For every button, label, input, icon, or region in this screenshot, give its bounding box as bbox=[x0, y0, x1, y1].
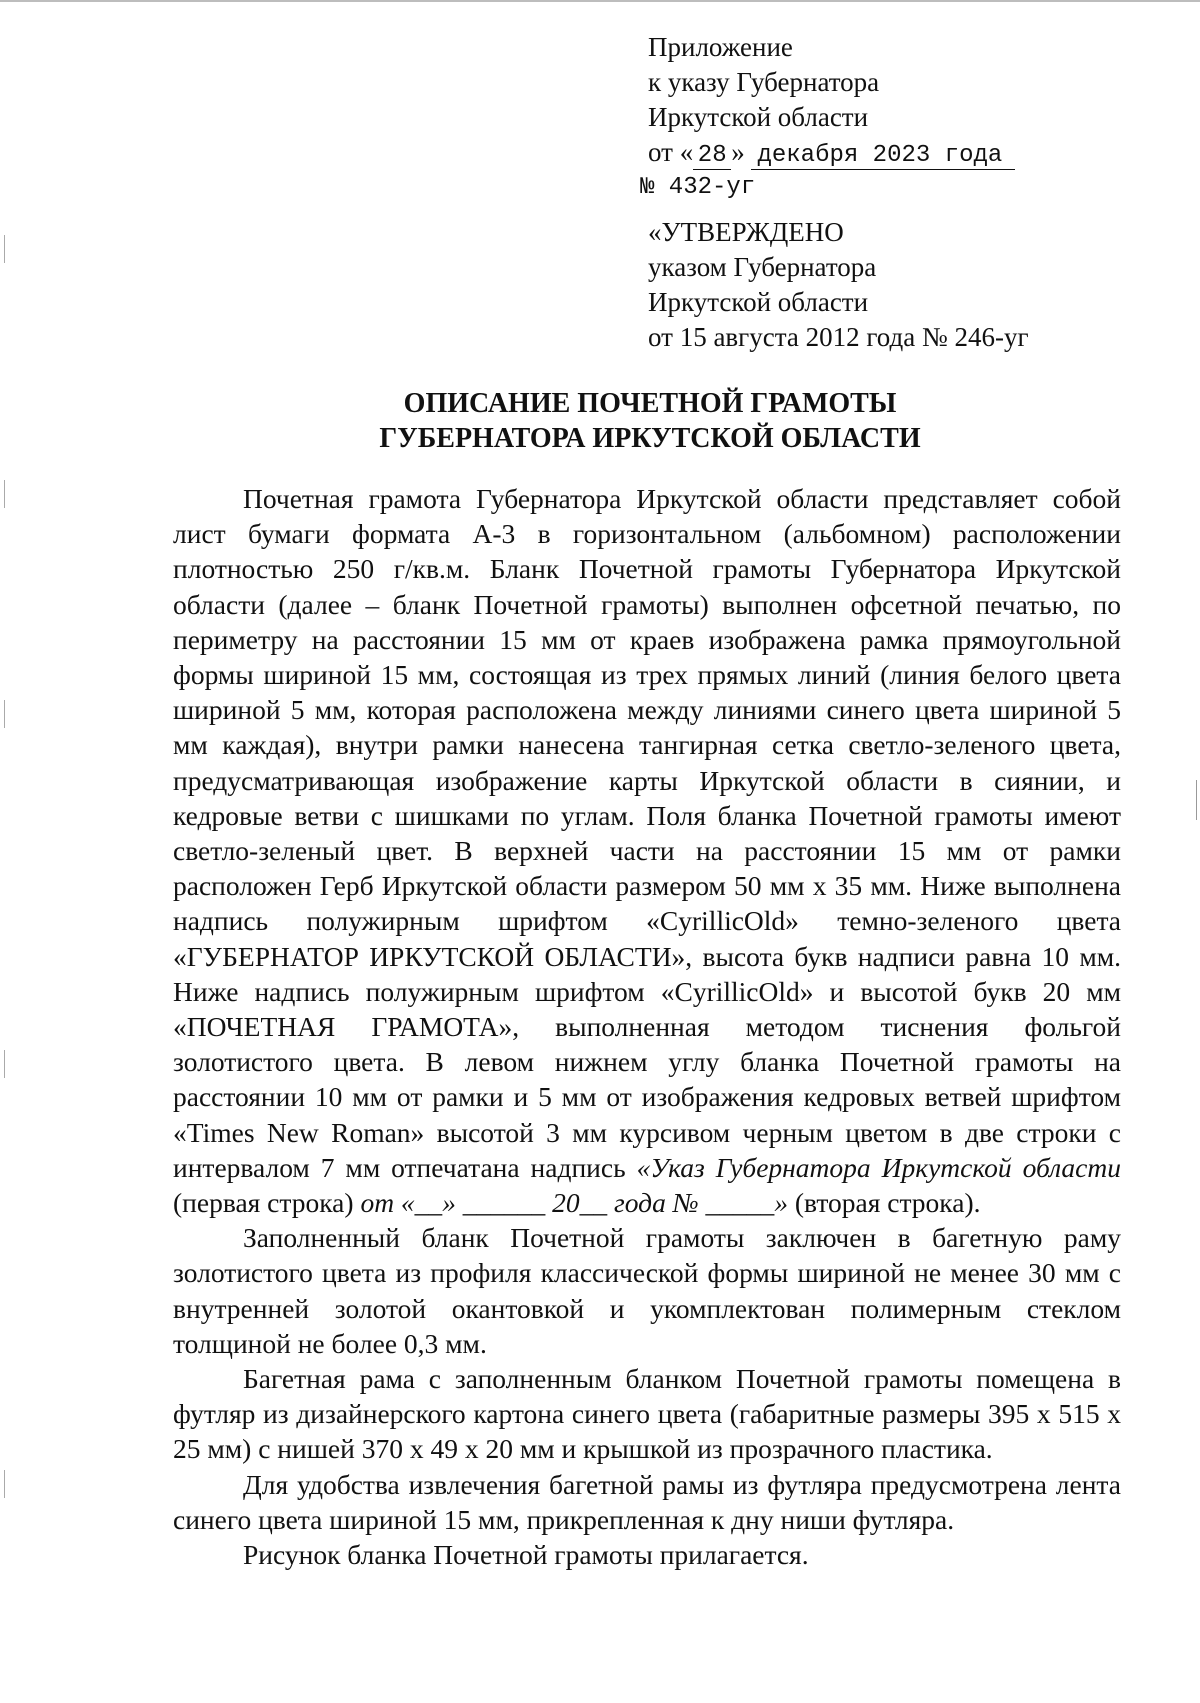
italic-inscription: «Указ Губернатора Иркутской области bbox=[636, 1151, 1122, 1183]
scan-margin-mark bbox=[1196, 780, 1197, 820]
approved-line: Иркутской области bbox=[648, 287, 869, 317]
paragraph-text: (первая строка) bbox=[173, 1187, 361, 1219]
appendix-line: Иркутской области bbox=[648, 102, 869, 132]
scan-top-edge bbox=[0, 0, 1200, 2]
document-body bbox=[173, 481, 1121, 1572]
italic-inscription: от «__» ______ 20__ года № _____» bbox=[360, 1187, 789, 1219]
title-line: ГУБЕРНАТОРА ИРКУТСКОЙ ОБЛАСТИ bbox=[379, 423, 921, 454]
body-paragraph: Багетная рама с заполненным бланком Почетной грамоты помещена в футляр из дизайнерского картона синего цвета (габаритные размеры 395 х 515 х 25 мм) с нишей 370 х 49 х 20 мм и крышкой из прозрачного пластика. bbox=[173, 1363, 1121, 1465]
date-month-year: декабря 2023 года bbox=[751, 143, 1015, 170]
paragraph-text: Почетная грамота Губернатора Иркутской области представляет собой лист бумаги формата А-3 в горизонтальном (альбомном) расположении плотностью 250 г/кв.м. Бланк Почетной грамоты Губернатора Иркутской области (далее – бланк Почетной грамоты) выполнен офсетной печатью, по периметру на расстоянии 15 мм от краев изображена рамка прямоугольной формы шириной 15 мм, состоящая из трех прямых линий (линия белого цвета шириной 5 мм, которая расположена между линиями синего цвета шириной 5 мм каждая), внутри рамки нанесена тангирная сетка светло-зеленого цвета, предусматривающая изображение карты Иркутской области в сиянии, и кедровые ветви с шишками по углам. Поля бланка Почетной грамоты имеют светло-зеленый цвет. В верхней части на расстоянии 15 мм от рамки расположен Герб Иркутской области размером 50 мм х 35 мм. Ниже выполнена надпись полужирным шрифтом «CyrillicOld» темно-зеленого цвета «ГУБЕРНАТОР ИРКУТСКОЙ ОБЛАСТИ», высота букв надписи равна 10 мм. Ниже надпись полужирным шрифтом «CyrillicOld» и высотой букв 20 мм «ПОЧЕТНАЯ ГРАМОТА», выполненная методом тиснения фольгой золотистого цвета. В левом нижнем углу бланка Почетной грамоты на расстоянии 10 мм от рамки и 5 мм от изображения кедровых ветвей шрифтом «Times New Roman» высотой 3 мм курсивом черным цветом в две строки с интервалом 7 мм отпечатана надпись bbox=[173, 483, 1121, 1183]
appendix-block bbox=[640, 30, 1168, 355]
scan-margin-mark bbox=[4, 700, 5, 728]
scan-margin-mark bbox=[4, 1050, 5, 1078]
date-day: 28 bbox=[693, 143, 731, 170]
approved-line: указом Губернатора bbox=[648, 252, 877, 282]
body-paragraph: Рисунок бланка Почетной грамоты прилагается. bbox=[243, 1539, 809, 1571]
appendix-line: Приложение bbox=[648, 32, 793, 62]
approved-block bbox=[648, 215, 1168, 355]
approved-line: «УТВЕРЖДЕНО bbox=[648, 217, 844, 247]
paragraph-text: (вторая строка). bbox=[788, 1187, 981, 1219]
date-mid: » bbox=[731, 137, 745, 167]
decree-number: № 432-уг bbox=[640, 174, 756, 201]
appendix-date-line bbox=[648, 135, 1168, 170]
body-paragraph: Для удобства извлечения багетной рамы из футляра предусмотрена лента синего цвета шириной 15 мм, прикрепленная к дну ниши футляра. bbox=[173, 1468, 1121, 1535]
approved-line: от 15 августа 2012 года № 246-уг bbox=[648, 322, 1029, 352]
body-paragraph: Заполненный бланк Почетной грамоты заключен в багетную раму золотистого цвета из профиля классической формы шириной не менее 30 мм с внутренней золотой окантовкой и укомплектован полимерным стеклом толщиной не более 0,3 мм. bbox=[173, 1222, 1121, 1359]
body-paragraph bbox=[173, 481, 1121, 1220]
scan-margin-mark bbox=[4, 235, 5, 263]
date-prefix: от « bbox=[648, 137, 694, 167]
document-title bbox=[0, 386, 1200, 456]
title-line: ОПИСАНИЕ ПОЧЕТНОЙ ГРАМОТЫ bbox=[403, 388, 897, 419]
appendix-line: к указу Губернатора bbox=[648, 67, 880, 97]
scan-margin-mark bbox=[4, 1470, 5, 1498]
scan-margin-mark bbox=[4, 480, 5, 508]
